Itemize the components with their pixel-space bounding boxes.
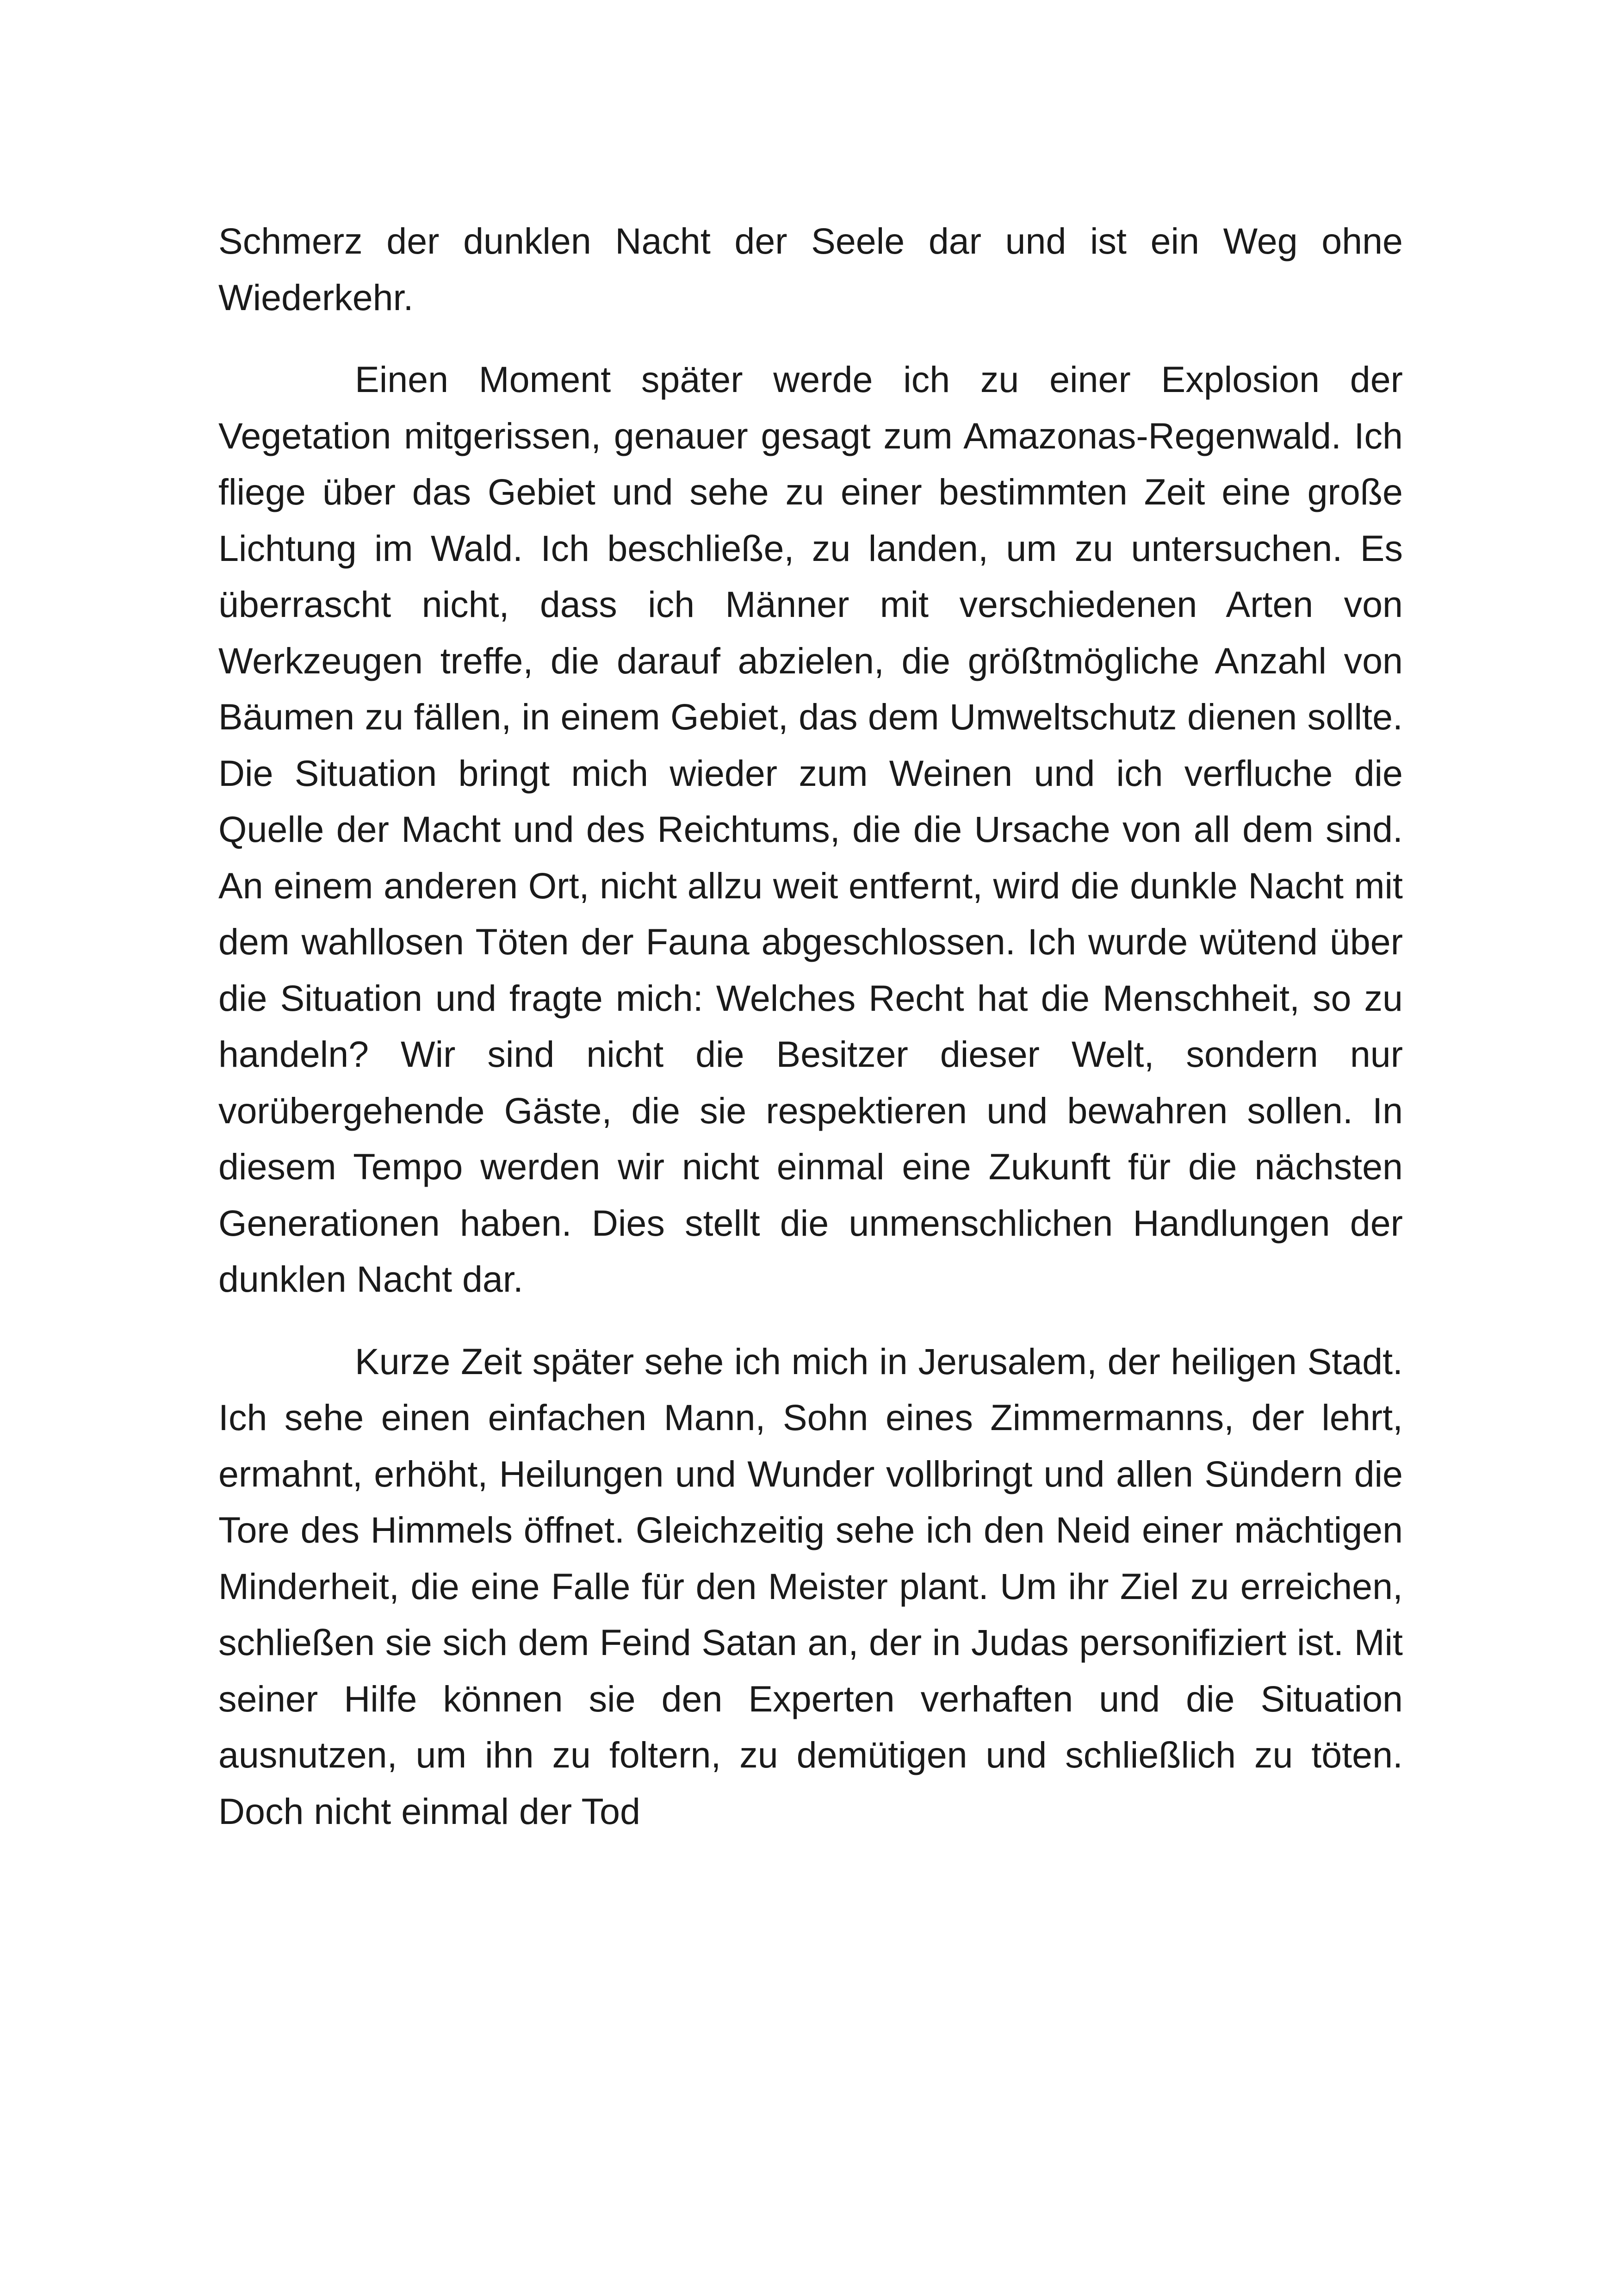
paragraph-continuation: Schmerz der dunklen Nacht der Seele dar und ist ein Weg ohne Wiederkehr. bbox=[218, 220, 1403, 318]
paragraph-amazon: Einen Moment später werde ich zu einer Explosion der Vegetation mitgerissen, genauer gesagt zum Amazonas-Regenwald. Ich fliege über das Gebiet und sehe zu einer bestimmten Zeit eine große Lichtung im Wald. Ich beschließe, zu landen, um zu untersuchen. Es überrascht nicht, dass ich Männer mit verschiedenen Arten von Werkzeugen treffe, die darauf abzielen, die größtmögliche Anzahl von Bäumen zu fällen, in einem Gebiet, das dem Umweltschutz dienen sollte. Die Situation bringt mich wieder zum Weinen und ich verfluche die Quelle der Macht und des Reichtums, die die Ursache von all dem sind. An einem anderen Ort, nicht allzu weit entfernt, wird die dunkle Nacht mit dem wahllosen Töten der Fauna abgeschlossen. Ich wurde wütend über die Situation und fragte mich: Welches Recht hat die Menschheit, so zu handeln? Wir sind nicht die Besitzer dieser Welt, sondern nur vorübergehende Gäste, die sie respektieren und bewahren sollen. In diesem Tempo werden wir nicht einmal eine Zukunft für die nächsten Generationen haben. Dies stellt die unmenschlichen Handlungen der dunklen Nacht dar. bbox=[218, 359, 1403, 1300]
body-text bbox=[218, 213, 1403, 1839]
paragraph-jerusalem: Kurze Zeit später sehe ich mich in Jerusalem, der heiligen Stadt. Ich sehe einen einfachen Mann, Sohn eines Zimmermanns, der lehrt, ermahnt, erhöht, Heilungen und Wunder vollbringt und allen Sündern die Tore des Himmels öffnet. Gleichzeitig sehe ich den Neid einer mächtigen Minderheit, die eine Falle für den Meister plant. Um ihr Ziel zu erreichen, schließen sie sich dem Feind Satan an, der in Judas personifiziert ist. Mit seiner Hilfe können sie den Experten verhaften und die Situation ausnutzen, um ihn zu foltern, zu demütigen und schließlich zu töten. Doch nicht einmal der Tod bbox=[218, 1340, 1403, 1832]
